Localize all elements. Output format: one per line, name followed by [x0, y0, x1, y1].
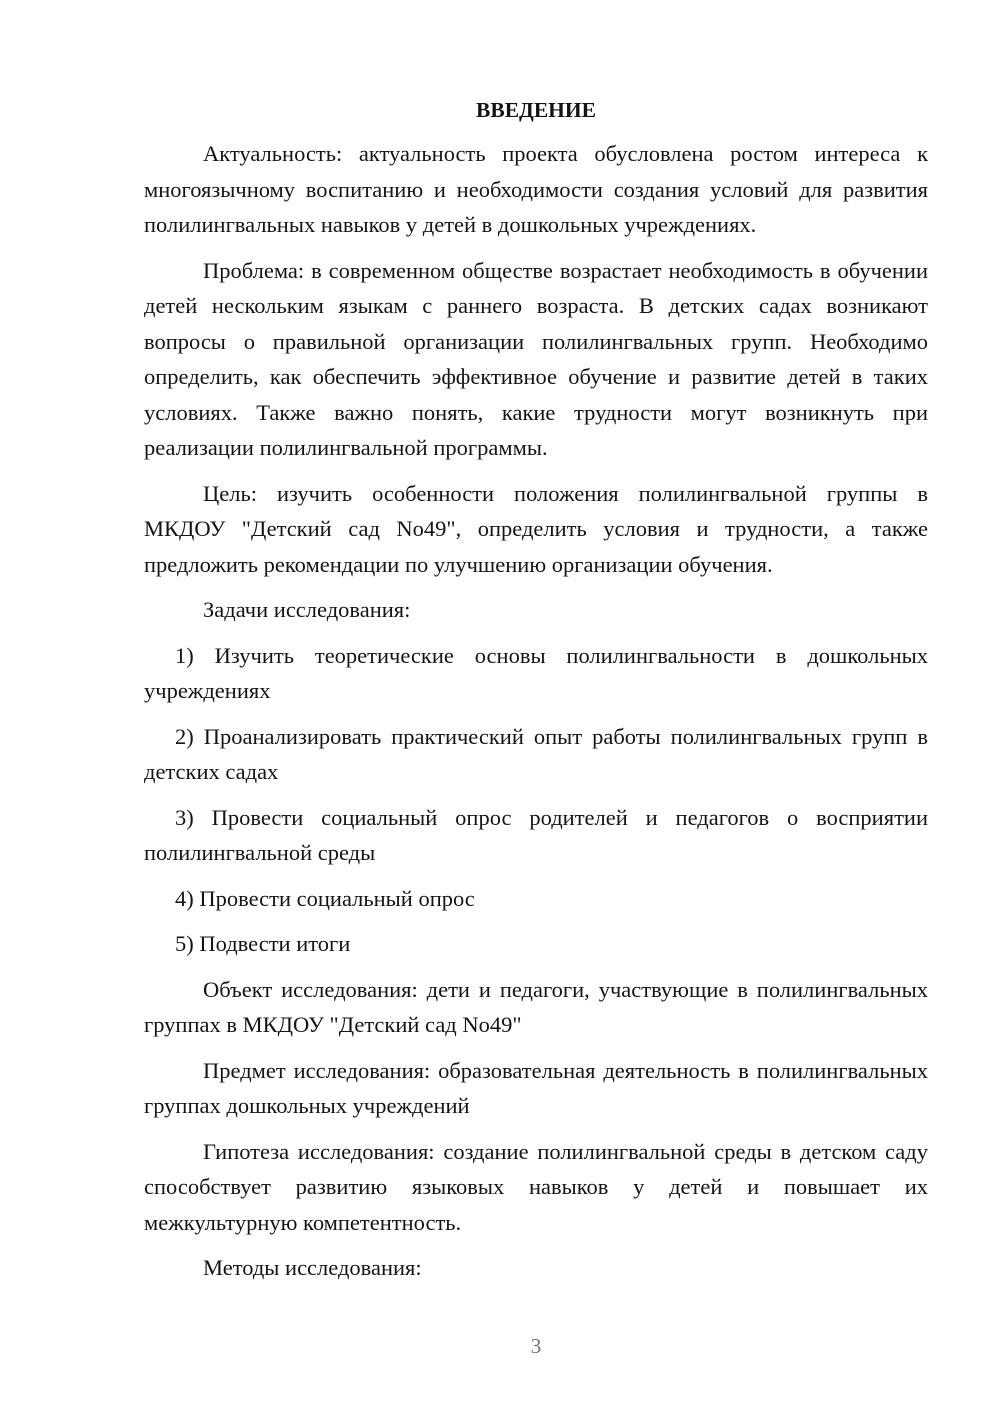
- page-title: ВВЕДЕНИЕ: [476, 98, 596, 122]
- tasks-heading: Задачи исследования:: [203, 597, 411, 622]
- goal-paragraph: Цель: изучить особенности положения полилингвальной группы в МКДОУ "Детский сад No49", определить условия и трудности, а также предложить рекомендации по улучшению организации обучения.: [144, 480, 928, 577]
- task-item-5: 5) Подвести итоги: [175, 931, 351, 956]
- hypothesis-paragraph: Гипотеза исследования: создание полилингвальной среды в детском саду способствует развитию языковых навыков у детей и повышает их межкультурную компетентность.: [144, 1138, 928, 1235]
- page-content: [144, 94, 928, 1296]
- task-item-1: 1) Изучить теоретические основы полилингвальности в дошкольных учреждениях: [144, 642, 928, 703]
- problem-paragraph: Проблема: в современном обществе возрастает необходимость в обучении детей нескольким языкам с раннего возраста. В детских садах возникают вопросы о правильной организации полилингвальных групп. Необходимо определить, как обеспечить эффективное обучение и развитие детей в таких условиях. Также важно понять, какие трудности могут возникнуть при реализации полилингвальной программы.: [144, 257, 928, 460]
- task-item-2: 2) Проанализировать практический опыт работы полилингвальных групп в детских садах: [144, 723, 928, 784]
- task-item-3: 3) Провести социальный опрос родителей и педагогов о восприятии полилингвальной среды: [144, 804, 928, 865]
- page-number: 3: [530, 1334, 542, 1358]
- methods-heading: Методы исследования:: [203, 1255, 422, 1280]
- relevance-paragraph: Актуальность: актуальность проекта обусловлена ростом интереса к многоязычному воспитанию и необходимости создания условий для развития полилингвальных навыков у детей в дошкольных учреждениях.: [144, 141, 928, 237]
- task-item-4: 4) Провести социальный опрос: [175, 885, 475, 911]
- object-paragraph: Объект исследования: дети и педагоги, участвующие в полилингвальных группах в МКДОУ "Детский сад No49": [144, 976, 928, 1037]
- subject-paragraph: Предмет исследования: образовательная деятельность в полилингвальных группах дошкольных учреждений: [144, 1057, 928, 1118]
